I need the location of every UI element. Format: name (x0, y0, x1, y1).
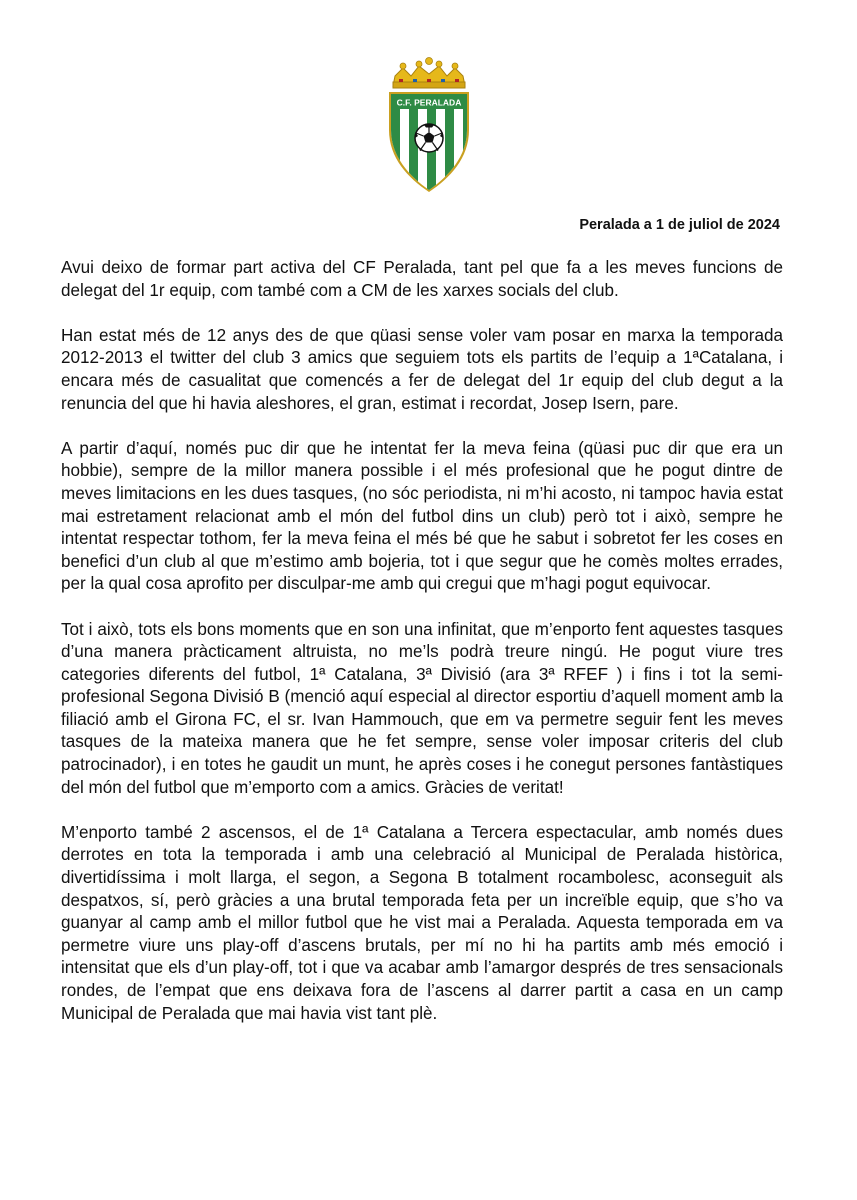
football-icon (415, 124, 443, 152)
paragraph: Han estat més de 12 anys des de que qüasi sense voler vam posar en marxa la temporada 2012-2013 el twitter del club 3 amics que seguiem tots els partits de l’equip a 1ªCatalana, i encara més de casualitat que comencés a fer de delegat del 1r equip del club degut a la renuncia del que hi havia aleshores, el gran, estimat i recordat, Josep Isern, pare. (61, 325, 783, 413)
paragraph: A partir d’aquí, només puc dir que he intentat fer la meva feina (qüasi puc dir que era un hobbie), sempre de la millor manera possible i el més profesional que he pogut dintre de meves limitacions en les dues tasques, (no sóc periodista, ni m’hi acosto, ni tampoc havia estat mai estretament relacionat amb el món del futbol dins un club) però tot i això, sempre he intentat respectar tothom, fer la meva feina el més bé que he sabut i sobretot fer les coses en benefici d’un club al que m’estimo amb bojeria, tot i que segur que he comès moltes errades, per la qual cosa aprofito per disculpar-me amb qui cregui que m’hagi pogut equivocar. (61, 438, 783, 594)
paragraph: Tot i això, tots els bons moments que en son una infinitat, que m’enporto fent aquestes tasques d’una manera pràcticament altruista, no me’ls podrà treure ningú. He pogut viure tres categories diferents del futbol, 1ª Catalana, 3ª Divisió (ara 3ª RFEF ) i fins i tot la semi-profesional Segona Divisió B (menció aquí especial al director esportiu d’aquell moment amb la filiació amb el Girona FC, el sr. Ivan Hammouch, que em va permetre seguir fent les meves tasques de la mateixa manera que he fet sempre, sense voler imposar criteris del club patrocinador), i en totes he gaudit un munt, he après coses i he conegut persones fantàstiques del món del futbol que m’emporto com a amics. Gràcies de veritat! (61, 619, 783, 797)
paragraph: Avui deixo de formar part activa del CF Peralada, tant pel que fa a les meves funcions de delegat del 1r equip, com també com a CM de les xarxes socials del club. (61, 258, 783, 300)
crest-text: C.F. PERALADA (396, 97, 462, 108)
crown-icon (393, 58, 465, 89)
paragraph: M’enporto també 2 ascensos, el de 1ª Catalana a Tercera espectacular, amb només dues derrotes en tota la temporada i amb una celebració al Municipal de Peralada històrica, divertidíssima i molt llarga, el segon, a Segona B totalment rocambolesc, aconseguit als despatxos, sí, però gràcies a una brutal temporada feta per un increïble equip, que s’ho va guanyar al camp amb el millor futbol que he vist mai a Peralada. Aquesta temporada em va permetre viure uns play-off d’ascens brutals, per mí no hi ha partits amb més emoció i intensitat que els d’un play-off, tot i que va acabar amb l’amargor després de tres sensacionals rondes, de l’empat que ens deixava fora de l’ascens al darrer partit a casa en un camp Municipal de Peralada que mai havia vist tant plè. (61, 822, 783, 1023)
letter-body (61, 257, 783, 1048)
date-line: Peralada a 1 de juliol de 2024 (579, 217, 780, 233)
club-crest-logo (383, 52, 475, 192)
